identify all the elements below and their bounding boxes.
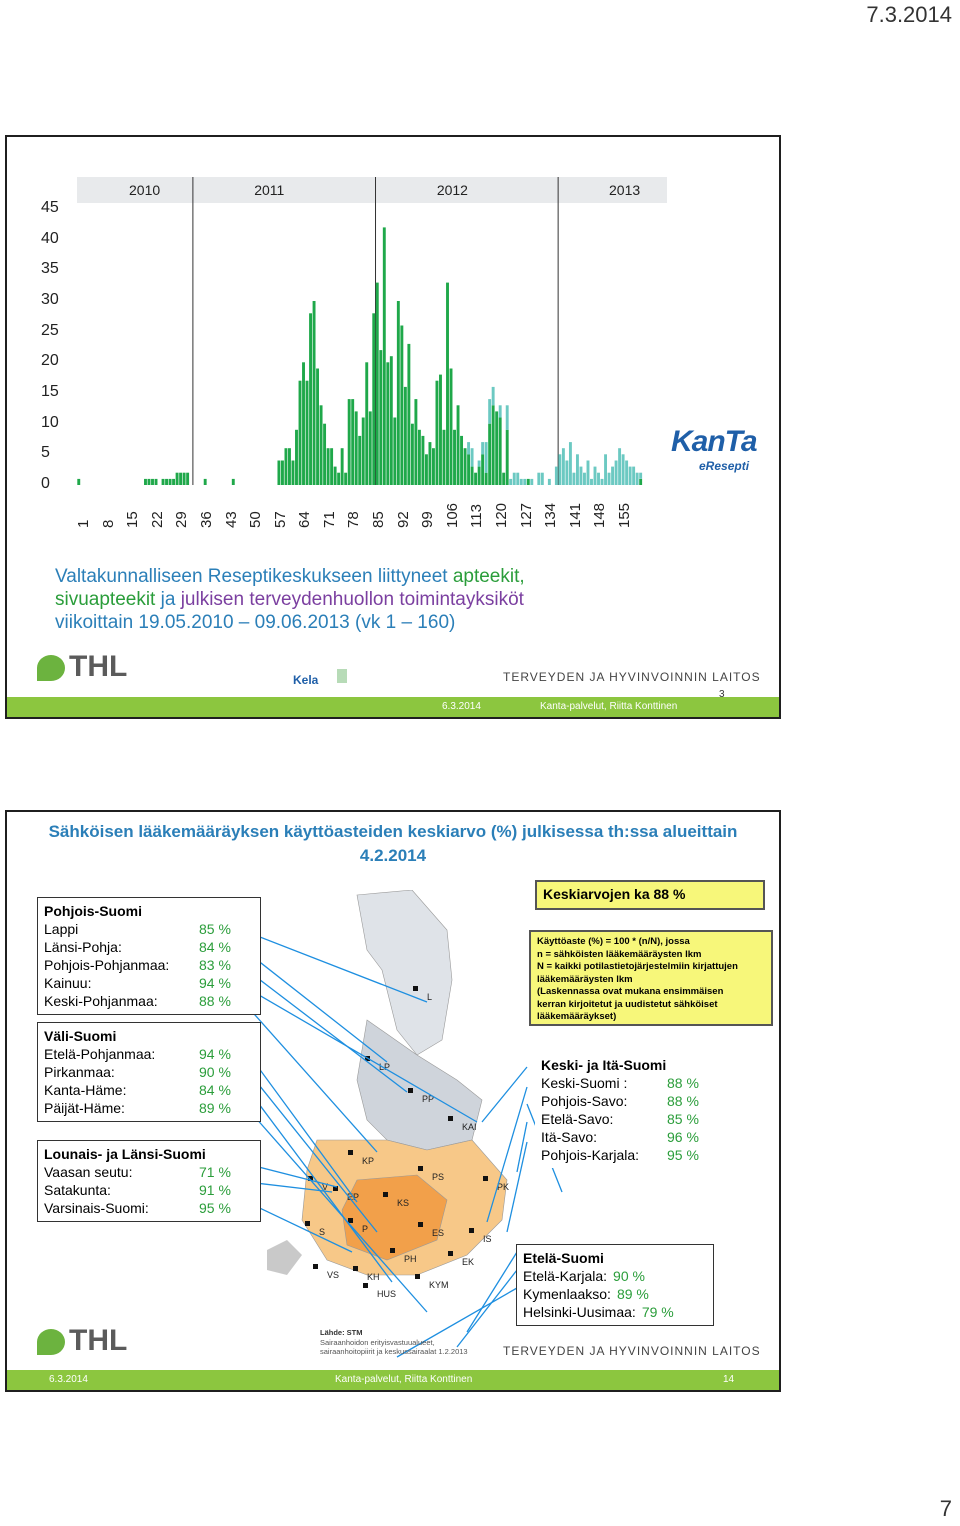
bar-public-unit bbox=[572, 473, 575, 485]
bar-pharmacy bbox=[425, 454, 428, 485]
bar-public-unit bbox=[492, 387, 495, 405]
bar-public-unit bbox=[558, 454, 561, 485]
bar-pharmacy bbox=[313, 301, 316, 485]
bar-public-unit bbox=[636, 473, 639, 485]
bar-pharmacy bbox=[474, 473, 477, 485]
region-percent: 89 % bbox=[616, 1286, 649, 1302]
region-percent: 83 % bbox=[199, 957, 231, 973]
region-name: Vaasan seutu: bbox=[44, 1164, 133, 1180]
x-tick-label: 36 bbox=[197, 511, 215, 528]
bar-public-unit bbox=[583, 473, 586, 485]
bar-pharmacy bbox=[397, 301, 400, 485]
bar-pharmacy bbox=[418, 430, 421, 485]
definition-line: (Laskennassa ovat mukana ensimmäisen bbox=[537, 986, 724, 997]
map-region-label: P bbox=[362, 1224, 369, 1234]
thl-logo: THL bbox=[37, 650, 127, 684]
page-number: 7 bbox=[939, 1496, 952, 1521]
y-tick-label: 35 bbox=[41, 260, 59, 278]
map-region-label: HUS bbox=[377, 1289, 397, 1299]
x-tick-label: 64 bbox=[296, 511, 314, 528]
y-tick-label: 25 bbox=[41, 321, 59, 339]
bar-pharmacy bbox=[165, 479, 168, 485]
bar-pharmacy bbox=[144, 479, 147, 485]
region-percent: 79 % bbox=[641, 1304, 674, 1320]
bar-pharmacy bbox=[411, 424, 414, 485]
x-tick-label: 113 bbox=[468, 504, 486, 528]
region-group-head: Lounais- ja Länsi-Suomi bbox=[44, 1146, 206, 1162]
bar-public-unit bbox=[530, 479, 533, 485]
bar-pharmacy bbox=[372, 313, 375, 485]
pointer-arrow bbox=[247, 932, 427, 1002]
bar-public-unit bbox=[587, 461, 590, 486]
x-tick-label: 15 bbox=[124, 511, 142, 528]
region-row bbox=[44, 920, 254, 938]
bar-public-unit bbox=[513, 473, 516, 485]
bar-public-unit bbox=[541, 473, 544, 485]
x-tick-label: 92 bbox=[394, 511, 412, 528]
bar-public-unit bbox=[639, 473, 642, 479]
map-region-label: PS bbox=[432, 1172, 445, 1182]
bar-pharmacy bbox=[334, 467, 337, 485]
region-group-box bbox=[37, 1140, 261, 1222]
bar-pharmacy bbox=[148, 479, 151, 485]
region-name: Etelä-Karjala: bbox=[523, 1268, 608, 1284]
bar-public-unit bbox=[555, 467, 558, 485]
region-percent: 91 % bbox=[199, 1182, 231, 1198]
region-row bbox=[44, 1163, 254, 1181]
region-name: Pohjois-Pohjanmaa: bbox=[44, 957, 170, 973]
region-name: Lappi bbox=[44, 921, 79, 937]
region-percent: 88 % bbox=[199, 993, 231, 1009]
region-name: Keski-Pohjanmaa: bbox=[44, 993, 158, 1009]
region-row bbox=[541, 1074, 741, 1092]
region-group-head: Keski- ja Itä-Suomi bbox=[541, 1057, 667, 1073]
y-tick-label: 10 bbox=[41, 413, 59, 431]
bar-pharmacy bbox=[341, 448, 344, 485]
bar-pharmacy bbox=[495, 411, 498, 485]
pointer-arrow bbox=[482, 1067, 527, 1122]
bar-public-unit bbox=[594, 467, 597, 485]
region-percent: 71 % bbox=[199, 1164, 231, 1180]
source-note: Lähde: STM Sairaanhoidon erityisvastuualueet, sairaanhoitopiirit ja keskussairaalat 1.2.2013 bbox=[320, 1328, 468, 1356]
map-region-label: KP bbox=[362, 1156, 375, 1166]
bar-pharmacy bbox=[386, 362, 389, 485]
pointer-arrow bbox=[247, 1108, 427, 1312]
bar-pharmacy bbox=[428, 442, 431, 485]
map-region-label: V bbox=[322, 1182, 329, 1192]
region-percent: 94 % bbox=[199, 975, 231, 991]
region-name: Pohjois-Karjala: bbox=[541, 1147, 640, 1163]
x-tick-label: 85 bbox=[370, 511, 387, 528]
bar-pharmacy bbox=[393, 418, 396, 486]
definition-line: n = sähköisten lääkemääräysten lkm bbox=[537, 948, 702, 960]
region-row bbox=[44, 974, 254, 992]
bar-public-unit bbox=[516, 473, 519, 485]
bar-public-unit bbox=[488, 399, 491, 424]
bar-pharmacy bbox=[439, 375, 442, 485]
region-percent: 88 % bbox=[667, 1075, 699, 1091]
region-row bbox=[541, 1092, 741, 1110]
bar-pharmacy bbox=[506, 430, 509, 485]
x-tick-label: 106 bbox=[443, 502, 461, 528]
bar-public-unit bbox=[471, 448, 474, 466]
map-region-label: PK bbox=[497, 1182, 510, 1192]
region-group-head: Väli-Suomi bbox=[44, 1028, 117, 1044]
bar-pharmacy bbox=[460, 436, 463, 485]
x-tick-label: 99 bbox=[419, 511, 437, 528]
bar-public-unit bbox=[618, 448, 621, 485]
bar-pharmacy bbox=[169, 479, 172, 485]
region-row bbox=[44, 1181, 254, 1199]
region-name: Itä-Savo: bbox=[541, 1129, 598, 1145]
bar-pharmacy bbox=[362, 418, 365, 486]
bar-public-unit bbox=[580, 467, 583, 485]
region-group-head: Pohjois-Suomi bbox=[44, 903, 142, 919]
y-tick-label: 45 bbox=[41, 199, 59, 216]
map-region-label: KYM bbox=[429, 1280, 449, 1290]
bar-pharmacy bbox=[400, 326, 403, 486]
bar-public-unit bbox=[629, 467, 632, 485]
bar-pharmacy bbox=[404, 387, 407, 485]
bar-public-unit bbox=[520, 479, 523, 485]
bar-pharmacy bbox=[302, 362, 305, 485]
region-group-box bbox=[37, 897, 261, 1015]
bar-pharmacy bbox=[292, 461, 295, 486]
bar-pharmacy bbox=[436, 381, 439, 485]
y-tick-label: 15 bbox=[41, 383, 59, 400]
map-region-label: KH bbox=[367, 1272, 380, 1282]
bar-pharmacy bbox=[151, 479, 154, 485]
bar-public-unit bbox=[601, 479, 604, 485]
region-percent: 85 % bbox=[199, 921, 231, 937]
region-percent: 95 % bbox=[199, 1200, 231, 1216]
year-label: 2010 bbox=[129, 182, 161, 198]
region-percent: 85 % bbox=[667, 1111, 699, 1127]
bar-public-unit bbox=[548, 479, 551, 485]
bar-pharmacy bbox=[288, 448, 291, 485]
pointer-arrow bbox=[247, 988, 477, 1122]
bar-pharmacy bbox=[379, 350, 382, 485]
definition-line: kerran kirjoitetut ja uudistetut sähköiset bbox=[537, 998, 718, 1010]
bar-pharmacy bbox=[443, 430, 446, 485]
x-tick-label: 120 bbox=[492, 502, 510, 528]
thl-tagline: TERVEYDEN JA HYVINVOINNIN LAITOS bbox=[503, 1344, 761, 1358]
kanta-logo: KanTa eResepti bbox=[671, 425, 757, 473]
bar-pharmacy bbox=[358, 436, 361, 485]
bar-pharmacy bbox=[309, 313, 312, 485]
pointer-arrow bbox=[247, 952, 387, 1062]
map-region-label: LP bbox=[379, 1062, 391, 1072]
bar-pharmacy bbox=[176, 473, 179, 485]
x-tick-label: 141 bbox=[566, 502, 584, 528]
region-name: Etelä-Pohjanmaa: bbox=[44, 1046, 156, 1062]
map-region-label: ES bbox=[432, 1228, 445, 1238]
bar-chart bbox=[77, 177, 667, 489]
bar-public-unit bbox=[625, 461, 628, 486]
region-row bbox=[541, 1128, 741, 1146]
y-tick-label: 5 bbox=[41, 444, 50, 462]
slide-regional-map bbox=[5, 810, 781, 1392]
region-group-head: Etelä-Suomi bbox=[523, 1250, 604, 1266]
bar-pharmacy bbox=[390, 356, 393, 485]
region-row bbox=[523, 1267, 707, 1285]
bar-pharmacy bbox=[481, 454, 484, 485]
bar-pharmacy bbox=[457, 405, 460, 485]
bar-pharmacy bbox=[179, 473, 182, 485]
x-tick-label: 57 bbox=[271, 511, 289, 528]
bar-pharmacy bbox=[355, 411, 358, 485]
bar-public-unit bbox=[611, 467, 614, 485]
bar-pharmacy bbox=[77, 479, 80, 485]
ministry-logo-icon bbox=[337, 669, 417, 683]
definition-line: lääkemääräysten lkm bbox=[537, 973, 633, 985]
region-name: Etelä-Savo: bbox=[541, 1111, 614, 1127]
bar-pharmacy bbox=[155, 479, 158, 485]
bar-pharmacy bbox=[285, 448, 288, 485]
x-tick-label: 50 bbox=[247, 511, 265, 528]
bar-pharmacy bbox=[295, 430, 298, 485]
bar-pharmacy bbox=[492, 405, 495, 485]
y-tick-label: 40 bbox=[41, 229, 59, 247]
region-row bbox=[44, 956, 254, 974]
bar-pharmacy bbox=[232, 479, 235, 485]
pointer-arrow bbox=[247, 1070, 377, 1232]
bar-public-unit bbox=[615, 461, 618, 486]
region-name: Pirkanmaa: bbox=[44, 1064, 115, 1080]
bar-pharmacy bbox=[162, 479, 165, 485]
region-row bbox=[523, 1285, 707, 1303]
pointer-arrow bbox=[247, 970, 407, 1092]
region-percent: 90 % bbox=[199, 1064, 231, 1080]
year-band bbox=[77, 177, 667, 203]
region-row bbox=[44, 1081, 254, 1099]
region-row bbox=[541, 1110, 741, 1128]
bar-pharmacy bbox=[407, 344, 410, 485]
region-group-east bbox=[535, 1052, 747, 1168]
bar-pharmacy bbox=[365, 362, 368, 485]
bar-pharmacy bbox=[485, 473, 488, 485]
region-percent: 84 % bbox=[199, 1082, 231, 1098]
bar-public-unit bbox=[506, 405, 509, 430]
bar-public-unit bbox=[565, 461, 568, 486]
region-name: Helsinki-Uusimaa: bbox=[523, 1304, 636, 1320]
region-percent: 96 % bbox=[667, 1129, 699, 1145]
definition-line: Käyttöaste (%) = 100 * (n/N), jossa bbox=[537, 936, 690, 947]
slide-weekly-chart bbox=[5, 135, 781, 719]
bar-pharmacy bbox=[527, 479, 530, 485]
x-tick-label: 134 bbox=[542, 502, 560, 528]
bar-public-unit bbox=[608, 473, 611, 485]
region-row bbox=[44, 1199, 254, 1217]
year-label: 2011 bbox=[254, 182, 285, 198]
slide-footer: 6.3.2014 Kanta-palvelut, Riitta Konttinen 3 bbox=[7, 697, 779, 717]
bar-pharmacy bbox=[464, 448, 467, 485]
bar-public-unit bbox=[590, 479, 593, 485]
thl-leaf-icon bbox=[37, 655, 65, 681]
bar-public-unit bbox=[523, 479, 526, 485]
page-date: 7.3.2014 bbox=[866, 2, 952, 27]
bar-pharmacy bbox=[306, 381, 309, 485]
bar-pharmacy bbox=[450, 369, 453, 486]
bar-public-unit bbox=[632, 467, 635, 485]
map-region-label: PH bbox=[404, 1254, 417, 1264]
region-row bbox=[44, 992, 254, 1010]
map-region-label: KAI bbox=[462, 1122, 477, 1132]
bar-pharmacy bbox=[330, 448, 333, 485]
map-region-label: EP bbox=[347, 1192, 360, 1202]
thl-leaf-icon bbox=[37, 1329, 65, 1355]
x-tick-label: 155 bbox=[615, 502, 633, 528]
x-tick-label: 1 bbox=[75, 519, 92, 528]
bar-pharmacy bbox=[369, 411, 372, 485]
bar-pharmacy bbox=[277, 461, 280, 486]
bar-pharmacy bbox=[316, 369, 319, 486]
year-label: 2013 bbox=[609, 182, 641, 198]
region-percent: 88 % bbox=[667, 1093, 699, 1109]
y-tick-label: 0 bbox=[41, 475, 50, 492]
bar-pharmacy bbox=[186, 473, 189, 485]
bar-public-unit bbox=[622, 454, 625, 485]
region-row bbox=[44, 1063, 254, 1081]
bar-pharmacy bbox=[467, 454, 470, 485]
region-name: Keski-Suomi : bbox=[541, 1075, 628, 1091]
bar-pharmacy bbox=[488, 424, 491, 485]
map-region-label: L bbox=[427, 992, 433, 1002]
region-name: Kymenlaakso: bbox=[523, 1286, 611, 1302]
thl-logo: THL bbox=[37, 1324, 127, 1358]
bar-pharmacy bbox=[376, 283, 379, 485]
x-tick-label: 71 bbox=[320, 511, 338, 528]
pointer-arrow bbox=[507, 1142, 527, 1232]
bar-pharmacy bbox=[421, 436, 424, 485]
bar-pharmacy bbox=[453, 430, 456, 485]
region-percent: 84 % bbox=[199, 939, 231, 955]
bar-pharmacy bbox=[502, 473, 505, 485]
year-label: 2012 bbox=[436, 182, 468, 198]
region-percent: 90 % bbox=[613, 1268, 645, 1284]
bar-pharmacy bbox=[446, 283, 449, 485]
bar-pharmacy bbox=[327, 448, 330, 485]
bar-pharmacy bbox=[337, 473, 340, 485]
region-name: Varsinais-Suomi: bbox=[44, 1200, 149, 1216]
map-region-label: PP bbox=[422, 1094, 435, 1104]
map-region-label: KS bbox=[397, 1198, 410, 1208]
y-tick-label: 30 bbox=[41, 291, 59, 308]
bar-pharmacy bbox=[639, 479, 642, 485]
bar-public-unit bbox=[597, 473, 600, 485]
bar-pharmacy bbox=[299, 381, 302, 485]
bar-public-unit bbox=[562, 448, 565, 485]
bar-pharmacy bbox=[204, 479, 207, 485]
region-row bbox=[44, 1099, 254, 1117]
region-percent: 94 % bbox=[199, 1046, 231, 1062]
bar-public-unit bbox=[467, 442, 470, 454]
x-tick-label: 148 bbox=[591, 502, 609, 528]
y-tick-label: 20 bbox=[41, 352, 59, 370]
bar-public-unit bbox=[509, 479, 512, 485]
slide-footer: 6.3.2014 Kanta-palvelut, Riitta Konttinen 14 bbox=[7, 1370, 779, 1390]
region-row bbox=[523, 1303, 707, 1321]
region-row bbox=[44, 938, 254, 956]
thl-tagline: TERVEYDEN JA HYVINVOINNIN LAITOS bbox=[503, 670, 761, 684]
bar-pharmacy bbox=[323, 424, 326, 485]
bar-pharmacy bbox=[478, 467, 481, 485]
region-name: Pohjois-Savo: bbox=[541, 1093, 628, 1109]
definition-line: lääkemääräykset) bbox=[537, 1011, 617, 1022]
bar-pharmacy bbox=[281, 461, 284, 486]
bar-pharmacy bbox=[383, 227, 386, 485]
bar-public-unit bbox=[604, 454, 607, 485]
bar-public-unit bbox=[499, 405, 502, 417]
region-row bbox=[44, 1045, 254, 1063]
region-name: Satakunta: bbox=[44, 1182, 111, 1198]
bar-public-unit bbox=[537, 473, 540, 485]
bar-pharmacy bbox=[348, 399, 351, 485]
region-percent: 89 % bbox=[199, 1100, 231, 1116]
average-box: Keskiarvojen ka 88 % bbox=[535, 880, 765, 910]
region-name: Kainuu: bbox=[44, 975, 92, 991]
slide-title: Sähköisen lääkemääräyksen käyttöasteiden keskiarvo (%) julkisessa th:ssa alueittain 4.2.2014 bbox=[48, 822, 738, 865]
bar-pharmacy bbox=[432, 448, 435, 485]
bar-pharmacy bbox=[351, 399, 354, 485]
bar-pharmacy bbox=[499, 418, 502, 486]
bar-pharmacy bbox=[344, 473, 347, 485]
bar-public-unit bbox=[481, 442, 484, 454]
map-region-label: VS bbox=[327, 1270, 340, 1280]
x-tick-label: 29 bbox=[173, 511, 191, 528]
bar-pharmacy bbox=[320, 405, 323, 485]
region-group-south bbox=[516, 1244, 714, 1326]
region-name: Kanta-Häme: bbox=[44, 1082, 127, 1098]
region-percent: 95 % bbox=[667, 1147, 699, 1163]
definition-box bbox=[529, 930, 773, 1026]
bar-pharmacy bbox=[414, 399, 417, 485]
x-tick-label: 127 bbox=[517, 502, 535, 528]
kela-logo: Kela bbox=[293, 673, 319, 687]
region-row bbox=[541, 1146, 741, 1164]
bar-pharmacy bbox=[471, 467, 474, 485]
region-group-box bbox=[37, 1022, 261, 1122]
bar-public-unit bbox=[576, 454, 579, 485]
region-name: Länsi-Pohja: bbox=[44, 939, 122, 955]
bar-public-unit bbox=[569, 442, 572, 485]
x-tick-label: 78 bbox=[345, 511, 363, 528]
bar-pharmacy bbox=[172, 479, 175, 485]
map-region-label: EK bbox=[462, 1257, 475, 1267]
map-region-label: IS bbox=[483, 1234, 492, 1244]
map-region-label: S bbox=[319, 1227, 326, 1237]
bar-pharmacy bbox=[183, 473, 186, 485]
chart-title: Valtakunnalliseen Reseptikeskukseen liittyneet apteekit, sivuapteekit ja julkisen terveydenhuollon toimintayksiköt viikoittain 19.05.2010 – 09.06.2013 (vk 1 – 160) bbox=[55, 566, 525, 633]
definition-line: N = kaikki potilastietojärjestelmiin kirjattujen bbox=[537, 961, 738, 972]
x-tick-label: 43 bbox=[222, 511, 240, 528]
region-name: Päijät-Häme: bbox=[44, 1100, 125, 1116]
x-tick-label: 8 bbox=[99, 519, 117, 528]
bar-public-unit bbox=[485, 442, 488, 473]
x-tick-label: 22 bbox=[148, 511, 166, 528]
bar-public-unit bbox=[478, 461, 481, 467]
